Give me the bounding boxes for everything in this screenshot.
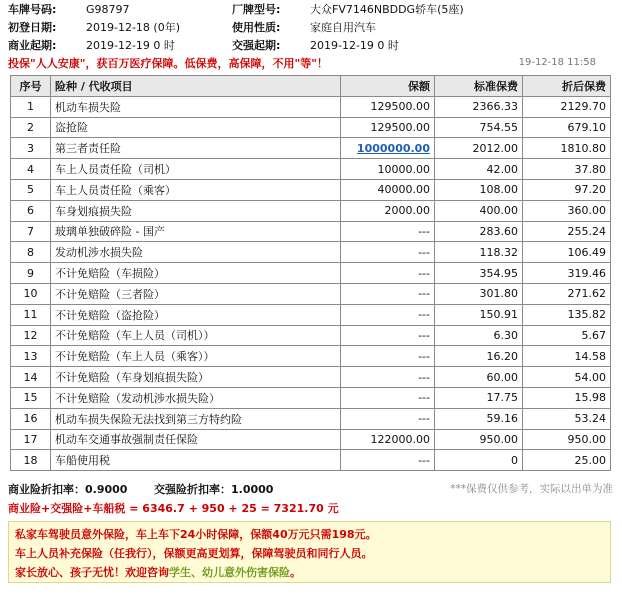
- row-amount: ---: [341, 367, 435, 388]
- row-amount: ---: [341, 242, 435, 263]
- row-discounted: 679.10: [523, 117, 611, 138]
- row-discounted: 360.00: [523, 200, 611, 221]
- row-standard: 354.95: [435, 263, 523, 284]
- row-discounted: 950.00: [523, 429, 611, 450]
- model-value: 大众FV7146NBDDG轿车(5座): [310, 3, 464, 16]
- row-amount: 129500.00: [341, 96, 435, 117]
- row-discounted: 319.46: [523, 263, 611, 284]
- row-discounted: 5.67: [523, 325, 611, 346]
- row-name: 不计免赔险（车上人员（司机））: [51, 325, 341, 346]
- row-standard: 283.60: [435, 221, 523, 242]
- ad-banner: [8, 521, 611, 583]
- comm-start-label: 商业起期:: [8, 39, 57, 52]
- info-row-1: [8, 0, 608, 18]
- row-discounted: 97.20: [523, 179, 611, 200]
- row-standard: 2366.33: [435, 96, 523, 117]
- row-standard: 150.91: [435, 304, 523, 325]
- row-no: 14: [11, 367, 51, 388]
- row-amount: ---: [341, 221, 435, 242]
- row-discounted: 106.49: [523, 242, 611, 263]
- row-amount: ---: [341, 325, 435, 346]
- info-row-2: [8, 18, 608, 36]
- row-name: 机动车交通事故强制责任保险: [51, 429, 341, 450]
- comm-discount-factor: 商业险折扣率：0.9000: [8, 483, 128, 496]
- row-discounted: 54.00: [523, 367, 611, 388]
- premium-table: [10, 75, 611, 471]
- vehicle-info: [8, 0, 608, 54]
- plate-value: G98797: [86, 2, 130, 16]
- table-body: [11, 96, 611, 470]
- total-formula: 商业险+交强险+车船税 = 6346.7 + 950 + 25 = 7321.70 元: [8, 502, 339, 515]
- row-discounted: 1810.80: [523, 138, 611, 159]
- promo-bar: [8, 55, 608, 71]
- row-standard: 400.00: [435, 200, 523, 221]
- table-row: [11, 242, 611, 263]
- table-row: [11, 304, 611, 325]
- reference-note: ***保费仅供参考，实际以出单为准: [450, 483, 613, 495]
- row-name: 第三者责任险: [51, 138, 341, 159]
- table-row: [11, 450, 611, 471]
- third-party-amount-link[interactable]: 1000000.00: [356, 141, 430, 155]
- banner-line-2[interactable]: 车上人员补充保险（任我行），保额更高更划算，保障驾驶员和同行人员。: [15, 547, 373, 560]
- row-standard: 2012.00: [435, 138, 523, 159]
- reg-date-label: 初登日期:: [8, 21, 57, 34]
- row-no: 12: [11, 325, 51, 346]
- table-row: [11, 179, 611, 200]
- row-discounted: 53.24: [523, 408, 611, 429]
- table-row: [11, 96, 611, 117]
- row-no: 13: [11, 346, 51, 367]
- row-no: 3: [11, 138, 51, 159]
- row-amount: ---: [341, 283, 435, 304]
- row-discounted: 255.24: [523, 221, 611, 242]
- row-amount: ---: [341, 387, 435, 408]
- row-standard: 108.00: [435, 179, 523, 200]
- row-amount: ---: [341, 263, 435, 284]
- row-no: 15: [11, 387, 51, 408]
- row-no: 7: [11, 221, 51, 242]
- table-row: [11, 387, 611, 408]
- table-row: [11, 138, 611, 159]
- row-standard: 59.16: [435, 408, 523, 429]
- row-standard: 0: [435, 450, 523, 471]
- row-standard: 118.32: [435, 242, 523, 263]
- row-no: 10: [11, 283, 51, 304]
- row-name: 不计免赔险（车上人员（乘客））: [51, 346, 341, 367]
- row-standard: 16.20: [435, 346, 523, 367]
- header-standard: 标准保费: [435, 76, 523, 97]
- header-no: 序号: [11, 76, 51, 97]
- comp-discount-factor: 交强险折扣率：1.0000: [154, 483, 274, 496]
- row-name: 不计免赔险（三者险）: [51, 283, 341, 304]
- header-name: 险种 / 代收项目: [51, 76, 341, 97]
- row-discounted: 37.80: [523, 159, 611, 180]
- row-standard: 6.30: [435, 325, 523, 346]
- table-row: [11, 429, 611, 450]
- row-name: 车船使用税: [51, 450, 341, 471]
- row-discounted: 14.58: [523, 346, 611, 367]
- row-no: 17: [11, 429, 51, 450]
- row-name: 盗抢险: [51, 117, 341, 138]
- reg-date-value: 2019-12-18 (0年): [86, 21, 181, 34]
- row-amount: 129500.00: [341, 117, 435, 138]
- row-discounted: 2129.70: [523, 96, 611, 117]
- row-name: 车上人员责任险（乘客）: [51, 179, 341, 200]
- banner-line-1-end: 。: [365, 528, 377, 541]
- row-amount: 122000.00: [341, 429, 435, 450]
- header-amount: 保额: [341, 76, 435, 97]
- row-amount: 10000.00: [341, 159, 435, 180]
- comp-start-label: 交强起期:: [232, 39, 281, 52]
- table-row: [11, 221, 611, 242]
- row-amount: 2000.00: [341, 200, 435, 221]
- row-standard: 754.55: [435, 117, 523, 138]
- table-row: [11, 117, 611, 138]
- row-standard: 60.00: [435, 367, 523, 388]
- table-row: [11, 159, 611, 180]
- table-row: [11, 408, 611, 429]
- row-no: 18: [11, 450, 51, 471]
- row-no: 5: [11, 179, 51, 200]
- row-name: 不计免赔险（盗抢险）: [51, 304, 341, 325]
- table-row: [11, 283, 611, 304]
- row-no: 16: [11, 408, 51, 429]
- info-row-3: [8, 36, 608, 54]
- row-amount: [341, 138, 435, 159]
- quote-timestamp: 19-12-18 11:58: [518, 57, 596, 68]
- row-standard: 17.75: [435, 387, 523, 408]
- row-standard: 42.00: [435, 159, 523, 180]
- row-name: 机动车损失险: [51, 96, 341, 117]
- row-name: 机动车损失保险无法找到第三方特约险: [51, 408, 341, 429]
- promo-text: 投保"人人安康"，获百万医疗保障。低保费，高保障，不用"等"！: [8, 57, 328, 70]
- comp-start-value: 2019-12-19 0 时: [310, 39, 399, 52]
- row-standard: 950.00: [435, 429, 523, 450]
- row-no: 9: [11, 263, 51, 284]
- model-label: 厂牌型号:: [232, 3, 281, 16]
- row-name: 车身划痕损失险: [51, 200, 341, 221]
- plate-label: 车牌号码:: [8, 3, 57, 16]
- row-no: 6: [11, 200, 51, 221]
- banner-line-1-price: 198元: [331, 528, 366, 541]
- row-name: 车上人员责任险（司机）: [51, 159, 341, 180]
- row-discounted: 135.82: [523, 304, 611, 325]
- row-name: 发动机涉水损失险: [51, 242, 341, 263]
- table-row: [11, 200, 611, 221]
- table-row: [11, 325, 611, 346]
- banner-line-3-text: 家长放心、孩子无忧！欢迎咨询: [15, 566, 169, 579]
- row-discounted: 15.98: [523, 387, 611, 408]
- row-no: 2: [11, 117, 51, 138]
- header-discounted: 折后保费: [523, 76, 611, 97]
- banner-line-1-text: 私家车驾驶员意外保险，车上车下24小时保障，保额40万元只需: [15, 528, 332, 541]
- table-row: [11, 263, 611, 284]
- row-name: 不计免赔险（发动机涉水损失险）: [51, 387, 341, 408]
- row-standard: 301.80: [435, 283, 523, 304]
- row-discounted: 25.00: [523, 450, 611, 471]
- row-amount: ---: [341, 408, 435, 429]
- row-name: 玻璃单独破碎险 - 国产: [51, 221, 341, 242]
- banner-line-3-highlight: 学生、幼儿意外伤害保险: [169, 566, 290, 579]
- table-header-row: [11, 76, 611, 97]
- discount-factors: [8, 481, 613, 497]
- banner-line-3[interactable]: [15, 563, 604, 582]
- row-discounted: 271.62: [523, 283, 611, 304]
- row-no: 11: [11, 304, 51, 325]
- usage-value: 家庭自用汽车: [310, 21, 376, 34]
- row-no: 4: [11, 159, 51, 180]
- row-name: 不计免赔险（车身划痕损失险）: [51, 367, 341, 388]
- comm-start-value: 2019-12-19 0 时: [86, 39, 175, 52]
- banner-line-3-end: 。: [290, 566, 301, 579]
- row-amount: ---: [341, 346, 435, 367]
- row-amount: 40000.00: [341, 179, 435, 200]
- row-no: 8: [11, 242, 51, 263]
- table-row: [11, 367, 611, 388]
- usage-label: 使用性质:: [232, 21, 281, 34]
- row-amount: ---: [341, 450, 435, 471]
- row-no: 1: [11, 96, 51, 117]
- row-name: 不计免赔险（车损险）: [51, 263, 341, 284]
- table-row: [11, 346, 611, 367]
- row-amount: ---: [341, 304, 435, 325]
- banner-line-1[interactable]: [15, 525, 604, 544]
